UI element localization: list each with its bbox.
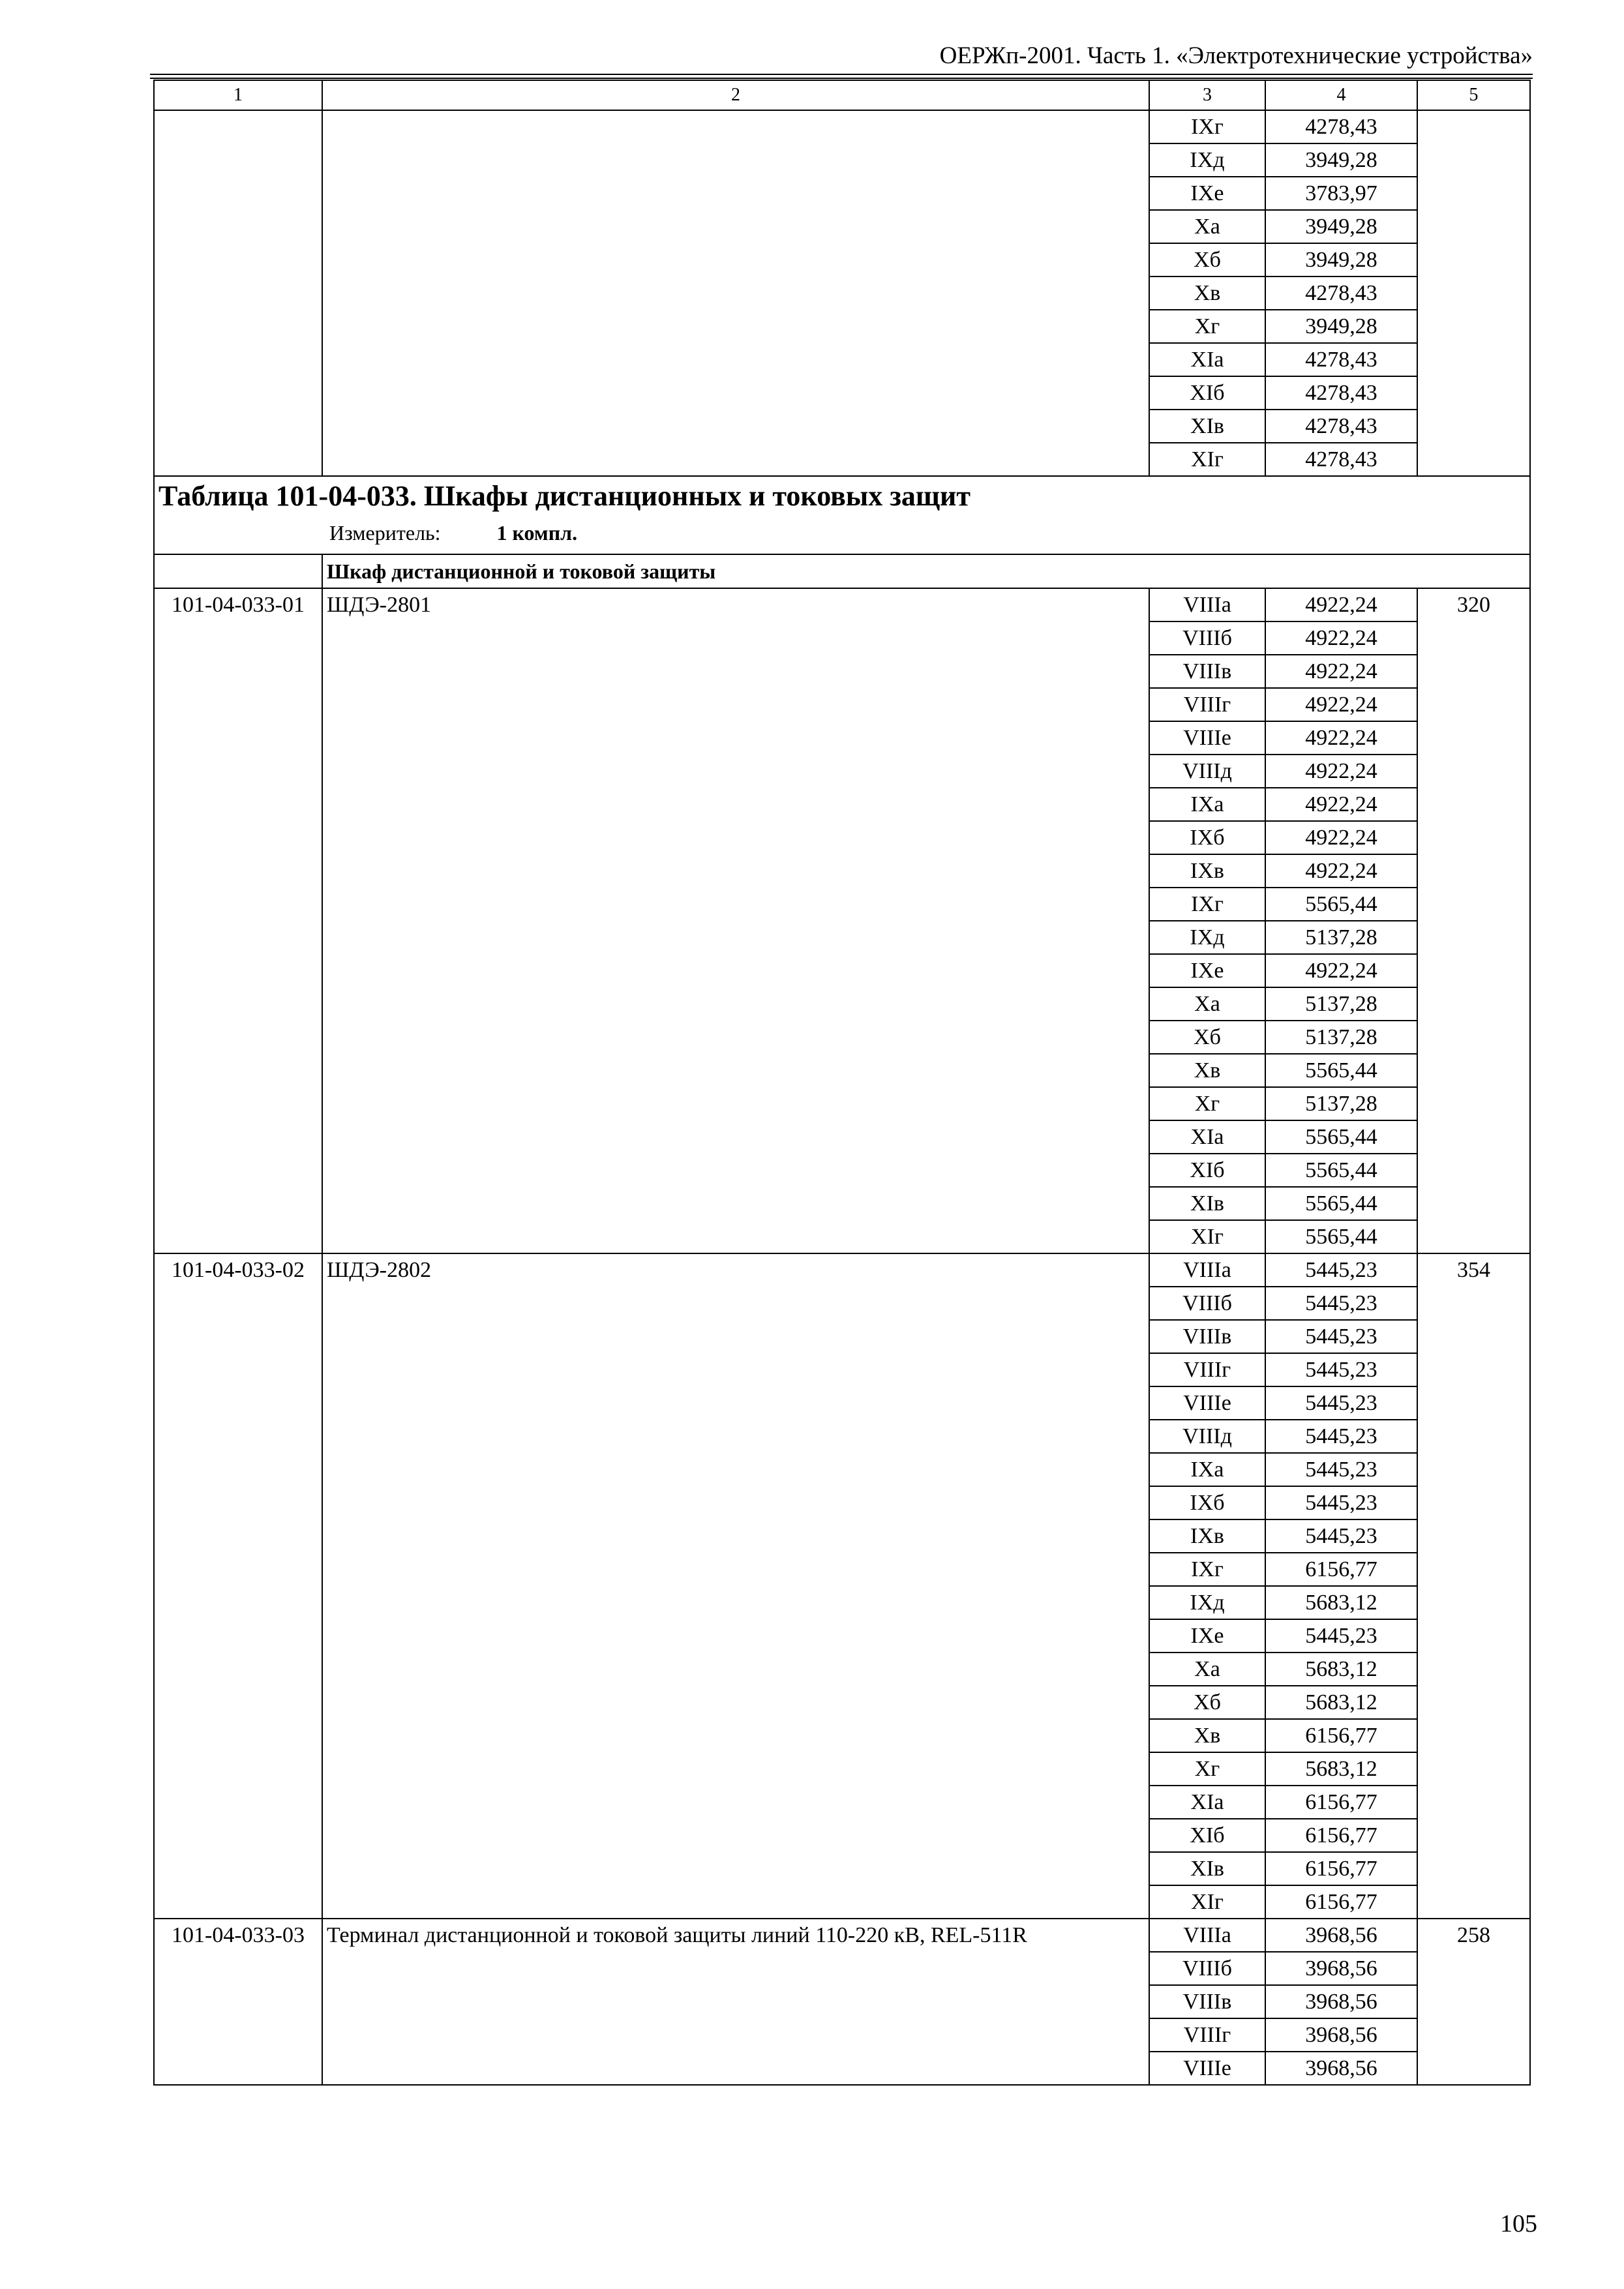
item-value: 320 [1417, 588, 1530, 1253]
zone-cell: XIг [1149, 1885, 1265, 1919]
price-cell: 4922,24 [1265, 821, 1417, 854]
price-cell: 5445,23 [1265, 1253, 1417, 1287]
price-cell: 5445,23 [1265, 1353, 1417, 1386]
zone-cell: XIг [1149, 443, 1265, 476]
price-cell: 3783,97 [1265, 177, 1417, 210]
price-cell: 3968,56 [1265, 2052, 1417, 2085]
zone-cell: VIIIг [1149, 1353, 1265, 1386]
item-name: Терминал дистанционной и токовой защиты линий 110-220 кВ, REL-511R [322, 1919, 1149, 2085]
price-cell: 3949,28 [1265, 210, 1417, 243]
zone-cell: IXб [1149, 821, 1265, 854]
zone-cell: IXа [1149, 1453, 1265, 1486]
zone-cell: IXд [1149, 1586, 1265, 1619]
price-cell: 4922,24 [1265, 755, 1417, 788]
zone-cell: VIIIг [1149, 688, 1265, 721]
running-header: ОЕРЖп-2001. Часть 1. «Электротехнические устройства» [939, 42, 1533, 69]
price-cell: 3949,28 [1265, 143, 1417, 177]
zone-cell: IXе [1149, 177, 1265, 210]
price-cell: 6156,77 [1265, 1553, 1417, 1586]
price-cell: 6156,77 [1265, 1885, 1417, 1919]
zone-cell: IXг [1149, 110, 1265, 143]
price-cell: 3968,56 [1265, 1919, 1417, 1952]
price-cell: 5137,28 [1265, 1021, 1417, 1054]
price-cell: 6156,77 [1265, 1819, 1417, 1852]
price-cell: 5565,44 [1265, 1187, 1417, 1220]
price-cell: 5445,23 [1265, 1453, 1417, 1486]
header-rule [150, 74, 1533, 75]
zone-cell: IXе [1149, 1619, 1265, 1653]
table-row [154, 588, 1530, 621]
column-number: 3 [1149, 80, 1265, 110]
zone-cell: Xг [1149, 310, 1265, 343]
subheading: Шкаф дистанционной и токовой защиты [322, 554, 1530, 588]
price-cell: 5565,44 [1265, 888, 1417, 921]
price-cell: 4922,24 [1265, 688, 1417, 721]
price-cell: 5683,12 [1265, 1752, 1417, 1786]
price-cell: 5683,12 [1265, 1653, 1417, 1686]
table-title-cell [154, 476, 1530, 554]
price-cell: 5137,28 [1265, 921, 1417, 954]
price-cell: 5683,12 [1265, 1586, 1417, 1619]
table-row [154, 110, 1530, 143]
price-cell: 4922,24 [1265, 721, 1417, 755]
price-cell: 3968,56 [1265, 1985, 1417, 2018]
zone-cell: XIа [1149, 1120, 1265, 1154]
zone-cell: XIа [1149, 1786, 1265, 1819]
header-rule-double [150, 78, 1533, 79]
zone-cell: Xа [1149, 210, 1265, 243]
zone-cell: Xв [1149, 1719, 1265, 1752]
zone-cell: IXа [1149, 788, 1265, 821]
zone-cell: XIб [1149, 1819, 1265, 1852]
price-cell: 4278,43 [1265, 376, 1417, 410]
price-cell: 6156,77 [1265, 1719, 1417, 1752]
price-cell: 5445,23 [1265, 1386, 1417, 1420]
price-table [153, 80, 1531, 2086]
table-title: Таблица 101-04-033. Шкафы дистанционных и токовых защит [158, 480, 971, 512]
column-number: 2 [322, 80, 1149, 110]
zone-cell: VIIIа [1149, 1919, 1265, 1952]
price-cell: 4278,43 [1265, 277, 1417, 310]
price-cell: 5683,12 [1265, 1686, 1417, 1719]
item-code: 101-04-033-02 [154, 1253, 322, 1919]
price-cell: 4922,24 [1265, 621, 1417, 655]
item-name: ШДЭ-2802 [322, 1253, 1149, 1919]
price-cell: 6156,77 [1265, 1786, 1417, 1819]
zone-cell: Xб [1149, 1021, 1265, 1054]
item-value: 258 [1417, 1919, 1530, 2085]
zone-cell: Xа [1149, 987, 1265, 1021]
price-cell: 3949,28 [1265, 243, 1417, 277]
zone-cell: XIв [1149, 1852, 1265, 1885]
zone-cell: VIIIа [1149, 1253, 1265, 1287]
column-number: 5 [1417, 80, 1530, 110]
table-title-row [154, 476, 1530, 554]
price-cell: 5565,44 [1265, 1220, 1417, 1253]
unit-value: 1 компл. [496, 521, 578, 545]
price-cell: 6156,77 [1265, 1852, 1417, 1885]
zone-cell: VIIIа [1149, 588, 1265, 621]
subheading-row [154, 554, 1530, 588]
zone-cell: VIIIб [1149, 621, 1265, 655]
price-cell: 5445,23 [1265, 1320, 1417, 1353]
price-cell: 5137,28 [1265, 987, 1417, 1021]
zone-cell: Xа [1149, 1653, 1265, 1686]
zone-cell: IXе [1149, 954, 1265, 987]
zone-cell: XIг [1149, 1220, 1265, 1253]
zone-cell: VIIIе [1149, 1386, 1265, 1420]
zone-cell: IXв [1149, 854, 1265, 888]
item-value: 354 [1417, 1253, 1530, 1919]
table-row [154, 1253, 1530, 1287]
price-cell: 4922,24 [1265, 788, 1417, 821]
zone-cell: Xг [1149, 1087, 1265, 1120]
zone-cell: IXг [1149, 888, 1265, 921]
zone-cell: XIв [1149, 1187, 1265, 1220]
unit-line [158, 516, 1526, 550]
price-cell: 3968,56 [1265, 1952, 1417, 1985]
zone-cell: VIIIб [1149, 1287, 1265, 1320]
price-cell: 3949,28 [1265, 310, 1417, 343]
zone-cell: XIб [1149, 1154, 1265, 1187]
column-number: 4 [1265, 80, 1417, 110]
zone-cell: IXв [1149, 1519, 1265, 1553]
zone-cell: VIIIв [1149, 1320, 1265, 1353]
zone-cell: Xв [1149, 1054, 1265, 1087]
price-cell: 4922,24 [1265, 954, 1417, 987]
price-cell: 4922,24 [1265, 588, 1417, 621]
zone-cell: XIб [1149, 376, 1265, 410]
item-code: 101-04-033-03 [154, 1919, 322, 2085]
price-cell: 5445,23 [1265, 1486, 1417, 1519]
price-cell: 5565,44 [1265, 1120, 1417, 1154]
zone-cell: Xв [1149, 277, 1265, 310]
price-cell: 5445,23 [1265, 1619, 1417, 1653]
price-cell: 5445,23 [1265, 1420, 1417, 1453]
zone-cell: VIIIв [1149, 655, 1265, 688]
page-number: 105 [1500, 2210, 1537, 2237]
item-code [154, 110, 322, 476]
zone-cell: VIIIд [1149, 755, 1265, 788]
price-cell: 4278,43 [1265, 410, 1417, 443]
price-table-container [153, 80, 1529, 2086]
price-cell: 5445,23 [1265, 1519, 1417, 1553]
zone-cell: VIIIе [1149, 721, 1265, 755]
unit-label: Измеритель: [329, 521, 441, 545]
price-cell: 5565,44 [1265, 1054, 1417, 1087]
price-cell: 4278,43 [1265, 343, 1417, 376]
price-cell: 4922,24 [1265, 655, 1417, 688]
price-cell: 4278,43 [1265, 110, 1417, 143]
item-value [1417, 110, 1530, 476]
zone-cell: Xб [1149, 243, 1265, 277]
price-cell: 5137,28 [1265, 1087, 1417, 1120]
zone-cell: XIа [1149, 343, 1265, 376]
table-row [154, 1919, 1530, 1952]
item-code: 101-04-033-01 [154, 588, 322, 1253]
zone-cell: IXд [1149, 921, 1265, 954]
zone-cell: Xб [1149, 1686, 1265, 1719]
column-number-row [154, 80, 1530, 110]
zone-cell: VIIIв [1149, 1985, 1265, 2018]
zone-cell: IXд [1149, 143, 1265, 177]
zone-cell: XIв [1149, 410, 1265, 443]
zone-cell: Xг [1149, 1752, 1265, 1786]
item-name: ШДЭ-2801 [322, 588, 1149, 1253]
price-cell: 5565,44 [1265, 1154, 1417, 1187]
zone-cell: VIIIд [1149, 1420, 1265, 1453]
price-cell: 4278,43 [1265, 443, 1417, 476]
zone-cell: VIIIб [1149, 1952, 1265, 1985]
price-cell: 3968,56 [1265, 2018, 1417, 2052]
price-cell: 5445,23 [1265, 1287, 1417, 1320]
zone-cell: IXг [1149, 1553, 1265, 1586]
price-cell: 4922,24 [1265, 854, 1417, 888]
zone-cell: VIIIе [1149, 2052, 1265, 2085]
zone-cell: IXб [1149, 1486, 1265, 1519]
zone-cell: VIIIг [1149, 2018, 1265, 2052]
empty-cell [154, 554, 322, 588]
column-number: 1 [154, 80, 322, 110]
item-name [322, 110, 1149, 476]
